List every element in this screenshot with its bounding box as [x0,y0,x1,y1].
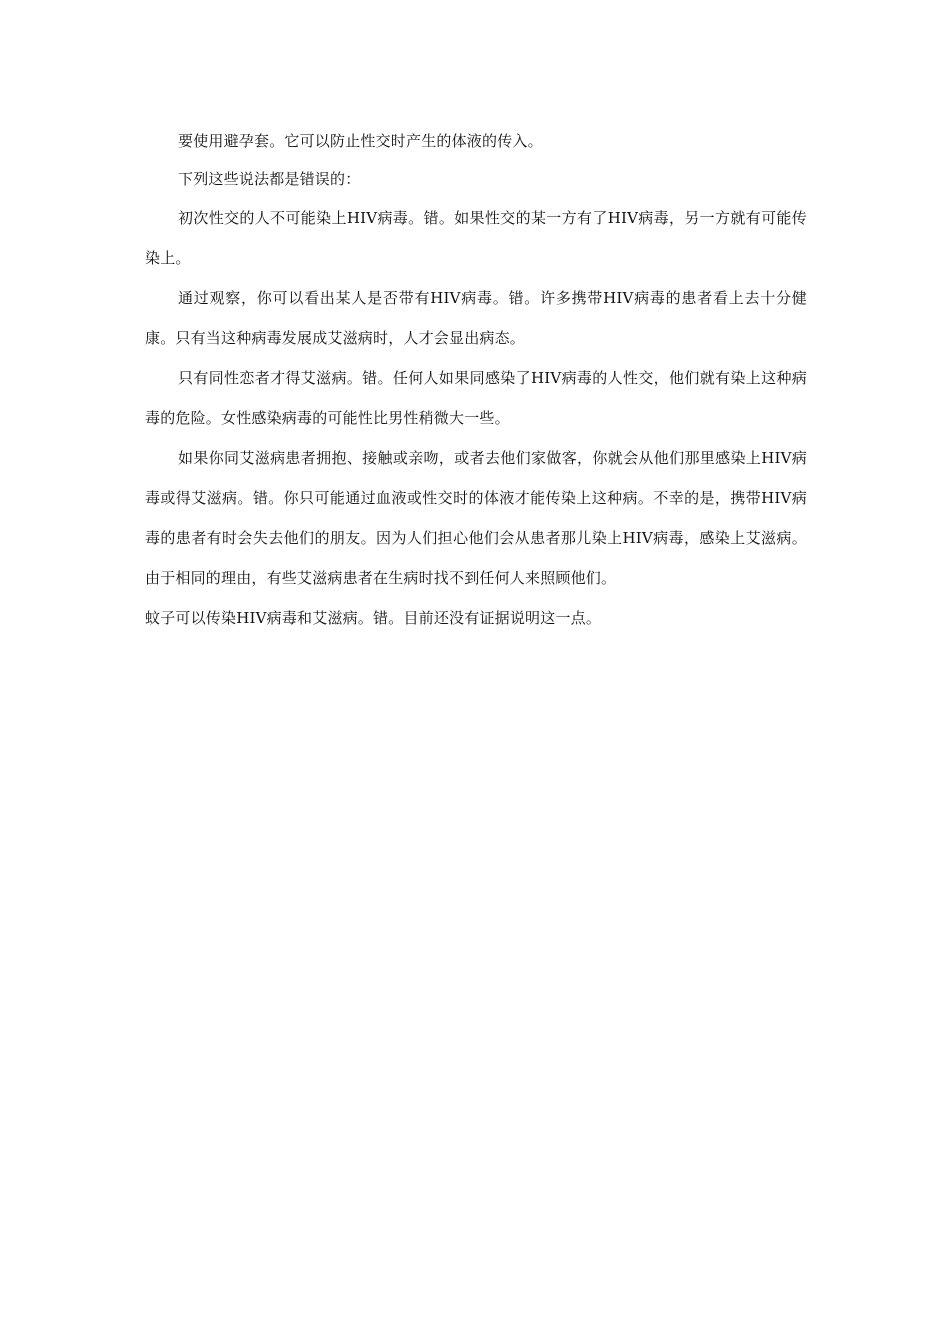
paragraph-myth-mosquito: 蚊子可以传染HIV病毒和艾滋病。错。目前还没有证据说明这一点。 [145,609,602,627]
paragraph-myth-homosexual: 只有同性恋者才得艾滋病。错。任何人如果同感染了HIV病毒的人性交，他们就有染上这种病毒的危险。女性感染病毒的可能性比男性稍微大一些。 [145,369,807,427]
document-body [145,122,807,638]
paragraph-myth-observation: 通过观察，你可以看出某人是否带有HIV病毒。错。许多携带HIV病毒的患者看上去十分健康。只有当这种病毒发展成艾滋病时，人才会显出病态。 [145,289,807,347]
paragraph-condom-advice: 要使用避孕套。它可以防止性交时产生的体液的传入。 [178,132,543,150]
paragraph-myths-intro: 下列这些说法都是错误的： [178,170,361,188]
paragraph-myth-casual-contact: 如果你同艾滋病患者拥抱、接触或亲吻，或者去他们家做客，你就会从他们那里感染上HIV病毒或得艾滋病。错。你只可能通过血液或性交时的体液才能传染上这种病。不幸的是，携带HIV病毒的患者有时会失去他们的朋友。因为人们担心他们会从患者那儿染上HIV病毒，感染上艾滋病。由于相同的理由，有些艾滋病患者在生病时找不到任何人来照顾他们。 [145,449,807,587]
paragraph-myth-first-time: 初次性交的人不可能染上HIV病毒。错。如果性交的某一方有了HIV病毒，另一方就有可能传染上。 [145,209,807,267]
